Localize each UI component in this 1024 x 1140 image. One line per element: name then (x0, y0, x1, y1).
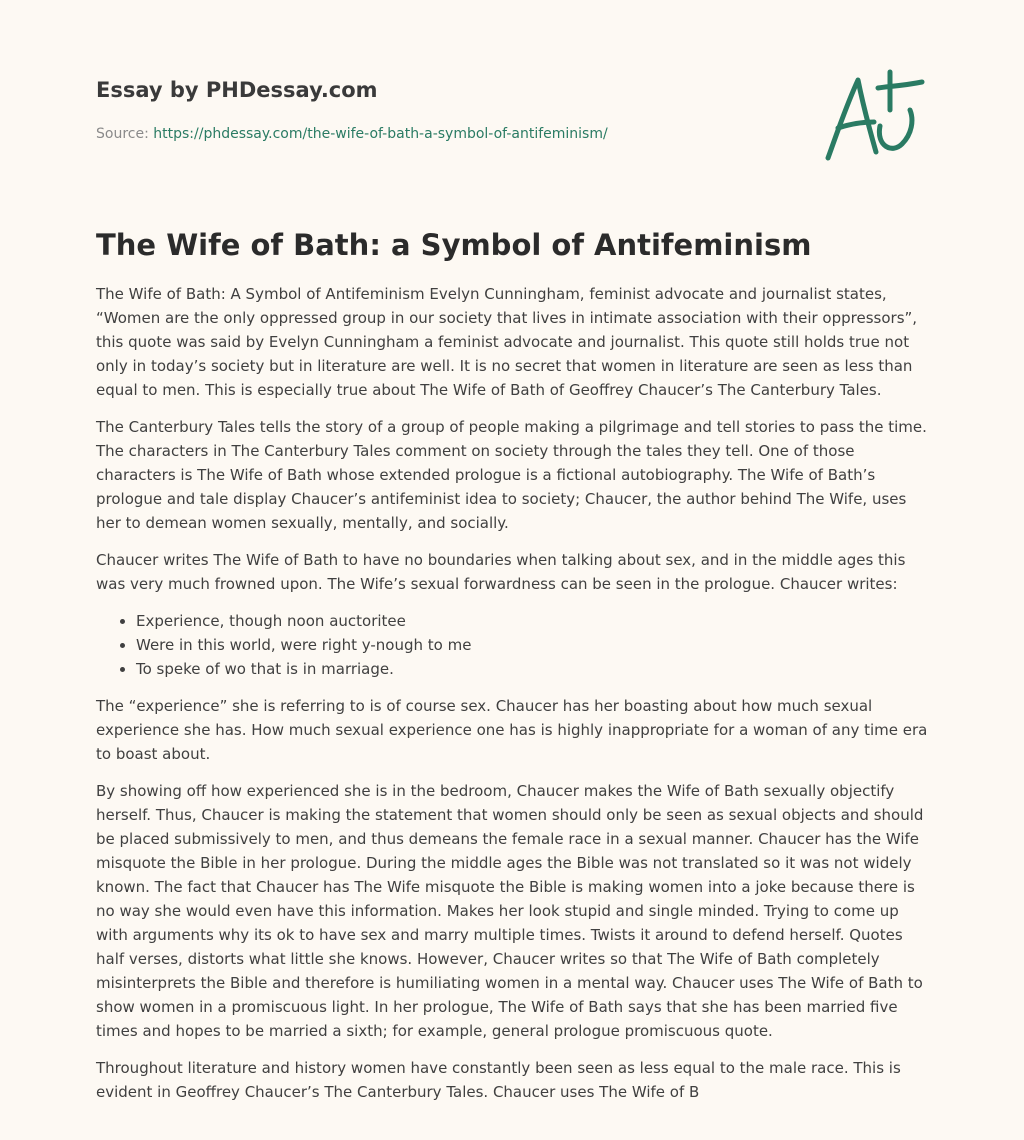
paragraph: Chaucer writes The Wife of Bath to have no boundaries when talking about sex, and in the middle ages this was very much frowned upon. The Wife’s sexual forwardness can be seen in the prologue. Chaucer writes: (96, 551, 906, 593)
list-item: • To speke of wo that is in marriage. (136, 657, 928, 681)
quote-list (96, 609, 928, 681)
source-link[interactable]: https://phdessay.com/the-wife-of-bath-a-symbol-of-antifeminism/ (153, 126, 608, 142)
article-title: The Wife of Bath: a Symbol of Antifeminism (96, 228, 812, 262)
list-item: • Were in this world, were right y-nough to me (136, 633, 928, 657)
paragraph: The “experience” she is referring to is of course sex. Chaucer has her boasting about how much sexual experience she has. How much sexual experience one has is highly inappropriate for a woman of any time era to boast about. (96, 697, 928, 763)
page-header (96, 76, 796, 144)
site-brand: Essay by PHDessay.com (96, 78, 378, 102)
paragraph: The Wife of Bath: A Symbol of Antifeminism Evelyn Cunningham, feminist advocate and journalist states, “Women are the only oppressed group in our society that lives in intimate association with their oppressors”, this quote was said by Evelyn Cunningham a feminist advocate and journalist. This quote still holds true not only in today’s society but in literature are well. It is no secret that women in literature are seen as less than equal to men. This is especially true about The Wife of Bath of Geoffrey Chaucer’s The Canterbury Tales. (96, 285, 918, 399)
a-plus-grade-icon (818, 66, 930, 166)
source-label: Source: (96, 126, 149, 142)
paragraph: By showing off how experienced she is in the bedroom, Chaucer makes the Wife of Bath sexually objectify herself. Thus, Chaucer is making the statement that women should only be seen as sexual objects and should be placed submissively to men, and thus demeans the female race in a sexual manner. Chaucer has the Wife misquote the Bible in her prologue. During the middle ages the Bible was not translated so it was not widely known. The fact that Chaucer has The Wife misquote the Bible is making women into a joke because there is no way she would even have this information. Makes her look stupid and single minded. Trying to come up with arguments why its ok to have sex and marry multiple times. Twists it around to defend herself. Quotes half verses, distorts what little she knows. However, Chaucer writes so that The Wife of Bath completely misinterprets the Bible and therefore is humiliating women in a mental way. Chaucer uses The Wife of Bath to show women in a promiscuous light. In her prologue, The Wife of Bath says that she has been married five times and hopes to be married a sixth; for example, general prologue promiscuous quote. (96, 782, 924, 1040)
source-line (96, 124, 796, 144)
article (96, 226, 928, 1117)
paragraph: The Canterbury Tales tells the story of a group of people making a pilgrimage and tell stories to pass the time. The characters in The Canterbury Tales comment on society through the tales they tell. One of those characters is The Wife of Bath whose extended prologue is a fictional autobiography. The Wife of Bath’s prologue and tale display Chaucer’s antifeminist idea to society; Chaucer, the author behind The Wife, uses her to demean women sexually, mentally, and socially. (96, 418, 927, 532)
paragraph: Throughout literature and history women have constantly been seen as less equal to the male race. This is evident in Geoffrey Chaucer’s The Canterbury Tales. Chaucer uses The Wife of B (96, 1059, 901, 1101)
list-item: • Experience, though noon auctoritee (136, 609, 928, 633)
